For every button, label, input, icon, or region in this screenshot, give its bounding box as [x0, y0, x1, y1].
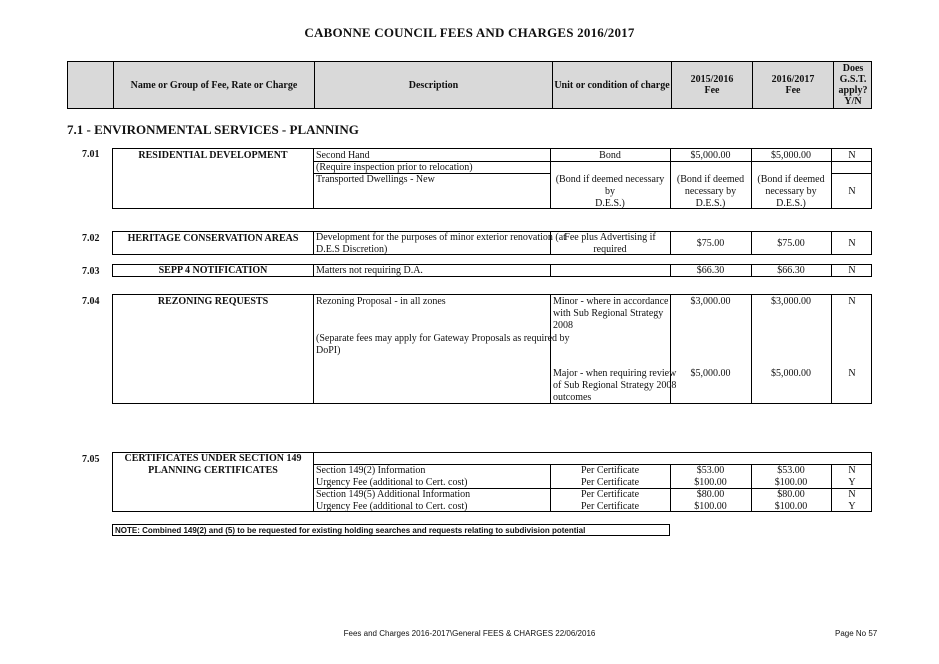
unit-per-certificate: Per Certificate — [580, 465, 640, 476]
item-name-7-05-line2: PLANNING CERTIFICATES — [148, 465, 278, 476]
gst-flag: N — [848, 368, 856, 379]
note-box: NOTE: Combined 149(2) and (5) to be requested for existing holding searches and requests relating to subdivision potential — [112, 524, 670, 536]
fee-2016-2017: $3,000.00 — [771, 296, 811, 307]
fee-2016-2017: $66.30 — [777, 265, 805, 276]
desc-minor-renovation: Development for the purposes of minor exterior renovation (at D.E.S Discretion) — [316, 232, 566, 255]
gst-flag: Y — [848, 501, 856, 512]
fee-2016-2017: $5,000.00 — [771, 150, 811, 161]
unit-major: Major - when requiring review of Sub Regional Strategy 2008 outcomes — [553, 368, 677, 403]
item-name-7-04: REZONING REQUESTS — [157, 296, 269, 307]
desc-149-5-info: Section 149(5) Additional Information — [316, 489, 471, 500]
desc-inspection-note: (Require inspection prior to relocation) — [316, 162, 473, 173]
unit-per-certificate: Per Certificate — [580, 477, 640, 488]
section-heading: 7.1 - ENVIRONMENTAL SERVICES - PLANNING — [67, 122, 359, 137]
fee-2015-2016: $5,000.00 — [690, 150, 731, 161]
desc-matters-not-requiring-da: Matters not requiring D.A. — [316, 265, 423, 276]
desc-rezoning-proposal: Rezoning Proposal - in all zones — [316, 296, 446, 307]
item-code-7-02: 7.02 — [82, 233, 100, 244]
item-name-7-02: HERITAGE CONSERVATION AREAS — [127, 233, 299, 244]
item-code-7-03: 7.03 — [82, 266, 100, 277]
header-gst: Does G.S.T. apply? Y/N — [833, 62, 872, 108]
header-unit: Unit or condition of charge — [552, 62, 671, 108]
table-7-01 — [112, 148, 872, 209]
fee-2016-2017: $5,000.00 — [771, 368, 811, 379]
fee-2015-2016: $100.00 — [694, 477, 727, 488]
unit-per-certificate: Per Certificate — [580, 501, 640, 512]
gst-flag: N — [848, 265, 856, 276]
fee-2015-2016: $80.00 — [696, 489, 725, 500]
table-7-02 — [112, 231, 872, 255]
table-7-04 — [112, 294, 872, 404]
table-7-05 — [112, 452, 872, 512]
fee-2015-2016: $5,000.00 — [690, 368, 731, 379]
fee-2015-2016: $75.00 — [696, 238, 725, 249]
fee-2015-2016: (Bond if deemed necessary by D.E.S.) — [676, 174, 745, 209]
unit-bond: Bond — [599, 150, 621, 161]
footer-path: Fees and Charges 2016-2017\General FEES & CHARGES 22/06/2016 — [343, 629, 596, 638]
desc-transported-dwellings: Transported Dwellings - New — [316, 174, 435, 185]
gst-flag: N — [848, 150, 856, 161]
fee-2016-2017: (Bond if deemed necessary by D.E.S.) — [757, 174, 825, 209]
desc-urgency-fee: Urgency Fee (additional to Cert. cost) — [316, 501, 468, 512]
unit-minor: Minor - where in accordance with Sub Regional Strategy 2008 — [553, 296, 669, 331]
desc-149-2-info: Section 149(2) Information — [316, 465, 426, 476]
fee-2015-2016: $53.00 — [696, 465, 725, 476]
item-code-7-01: 7.01 — [82, 149, 100, 160]
unit-fee-plus-advertising: Fee plus Advertising if required — [564, 232, 656, 255]
gst-flag: Y — [848, 477, 856, 488]
fee-2016-2017: $100.00 — [774, 501, 808, 512]
item-code-7-04: 7.04 — [82, 296, 100, 307]
fee-2015-2016: $3,000.00 — [690, 296, 731, 307]
desc-second-hand: Second Hand — [316, 150, 370, 161]
gst-flag: N — [848, 186, 856, 197]
page-title: CABONNE COUNCIL FEES AND CHARGES 2016/2017 — [304, 25, 635, 40]
fee-2015-2016: $66.30 — [696, 265, 725, 276]
table-7-03 — [112, 264, 872, 277]
item-name-7-01: RESIDENTIAL DEVELOPMENT — [138, 150, 288, 161]
fee-2015-2016: $100.00 — [694, 501, 727, 512]
unit-per-certificate: Per Certificate — [580, 489, 640, 500]
item-code-7-05: 7.05 — [82, 454, 100, 465]
footer-page-number: Page No 57 — [835, 629, 878, 638]
gst-flag: N — [848, 238, 856, 249]
unit-bond-if-deemed: (Bond if deemed necessary by D.E.S.) — [555, 174, 665, 209]
header-fee-2016-2017: 2016/2017 Fee — [752, 62, 833, 108]
fee-2016-2017: $80.00 — [777, 489, 805, 500]
item-name-7-05-line1: CERTIFICATES UNDER SECTION 149 — [124, 453, 302, 464]
header-description: Description — [314, 62, 552, 108]
gst-flag: N — [848, 465, 856, 476]
fee-2016-2017: $75.00 — [777, 238, 805, 249]
header-name: Name or Group of Fee, Rate or Charge — [113, 62, 314, 108]
fee-2016-2017: $53.00 — [777, 465, 805, 476]
gst-flag: N — [848, 489, 856, 500]
header-fee-2015-2016: 2015/2016 Fee — [671, 62, 752, 108]
desc-gateway-note: (Separate fees may apply for Gateway Proposals as required by DoPI) — [316, 333, 570, 356]
desc-urgency-fee: Urgency Fee (additional to Cert. cost) — [316, 477, 468, 488]
fee-2016-2017: $100.00 — [774, 477, 808, 488]
column-header-row — [67, 61, 872, 109]
item-name-7-03: SEPP 4 NOTIFICATION — [158, 265, 268, 276]
gst-flag: N — [848, 296, 856, 307]
